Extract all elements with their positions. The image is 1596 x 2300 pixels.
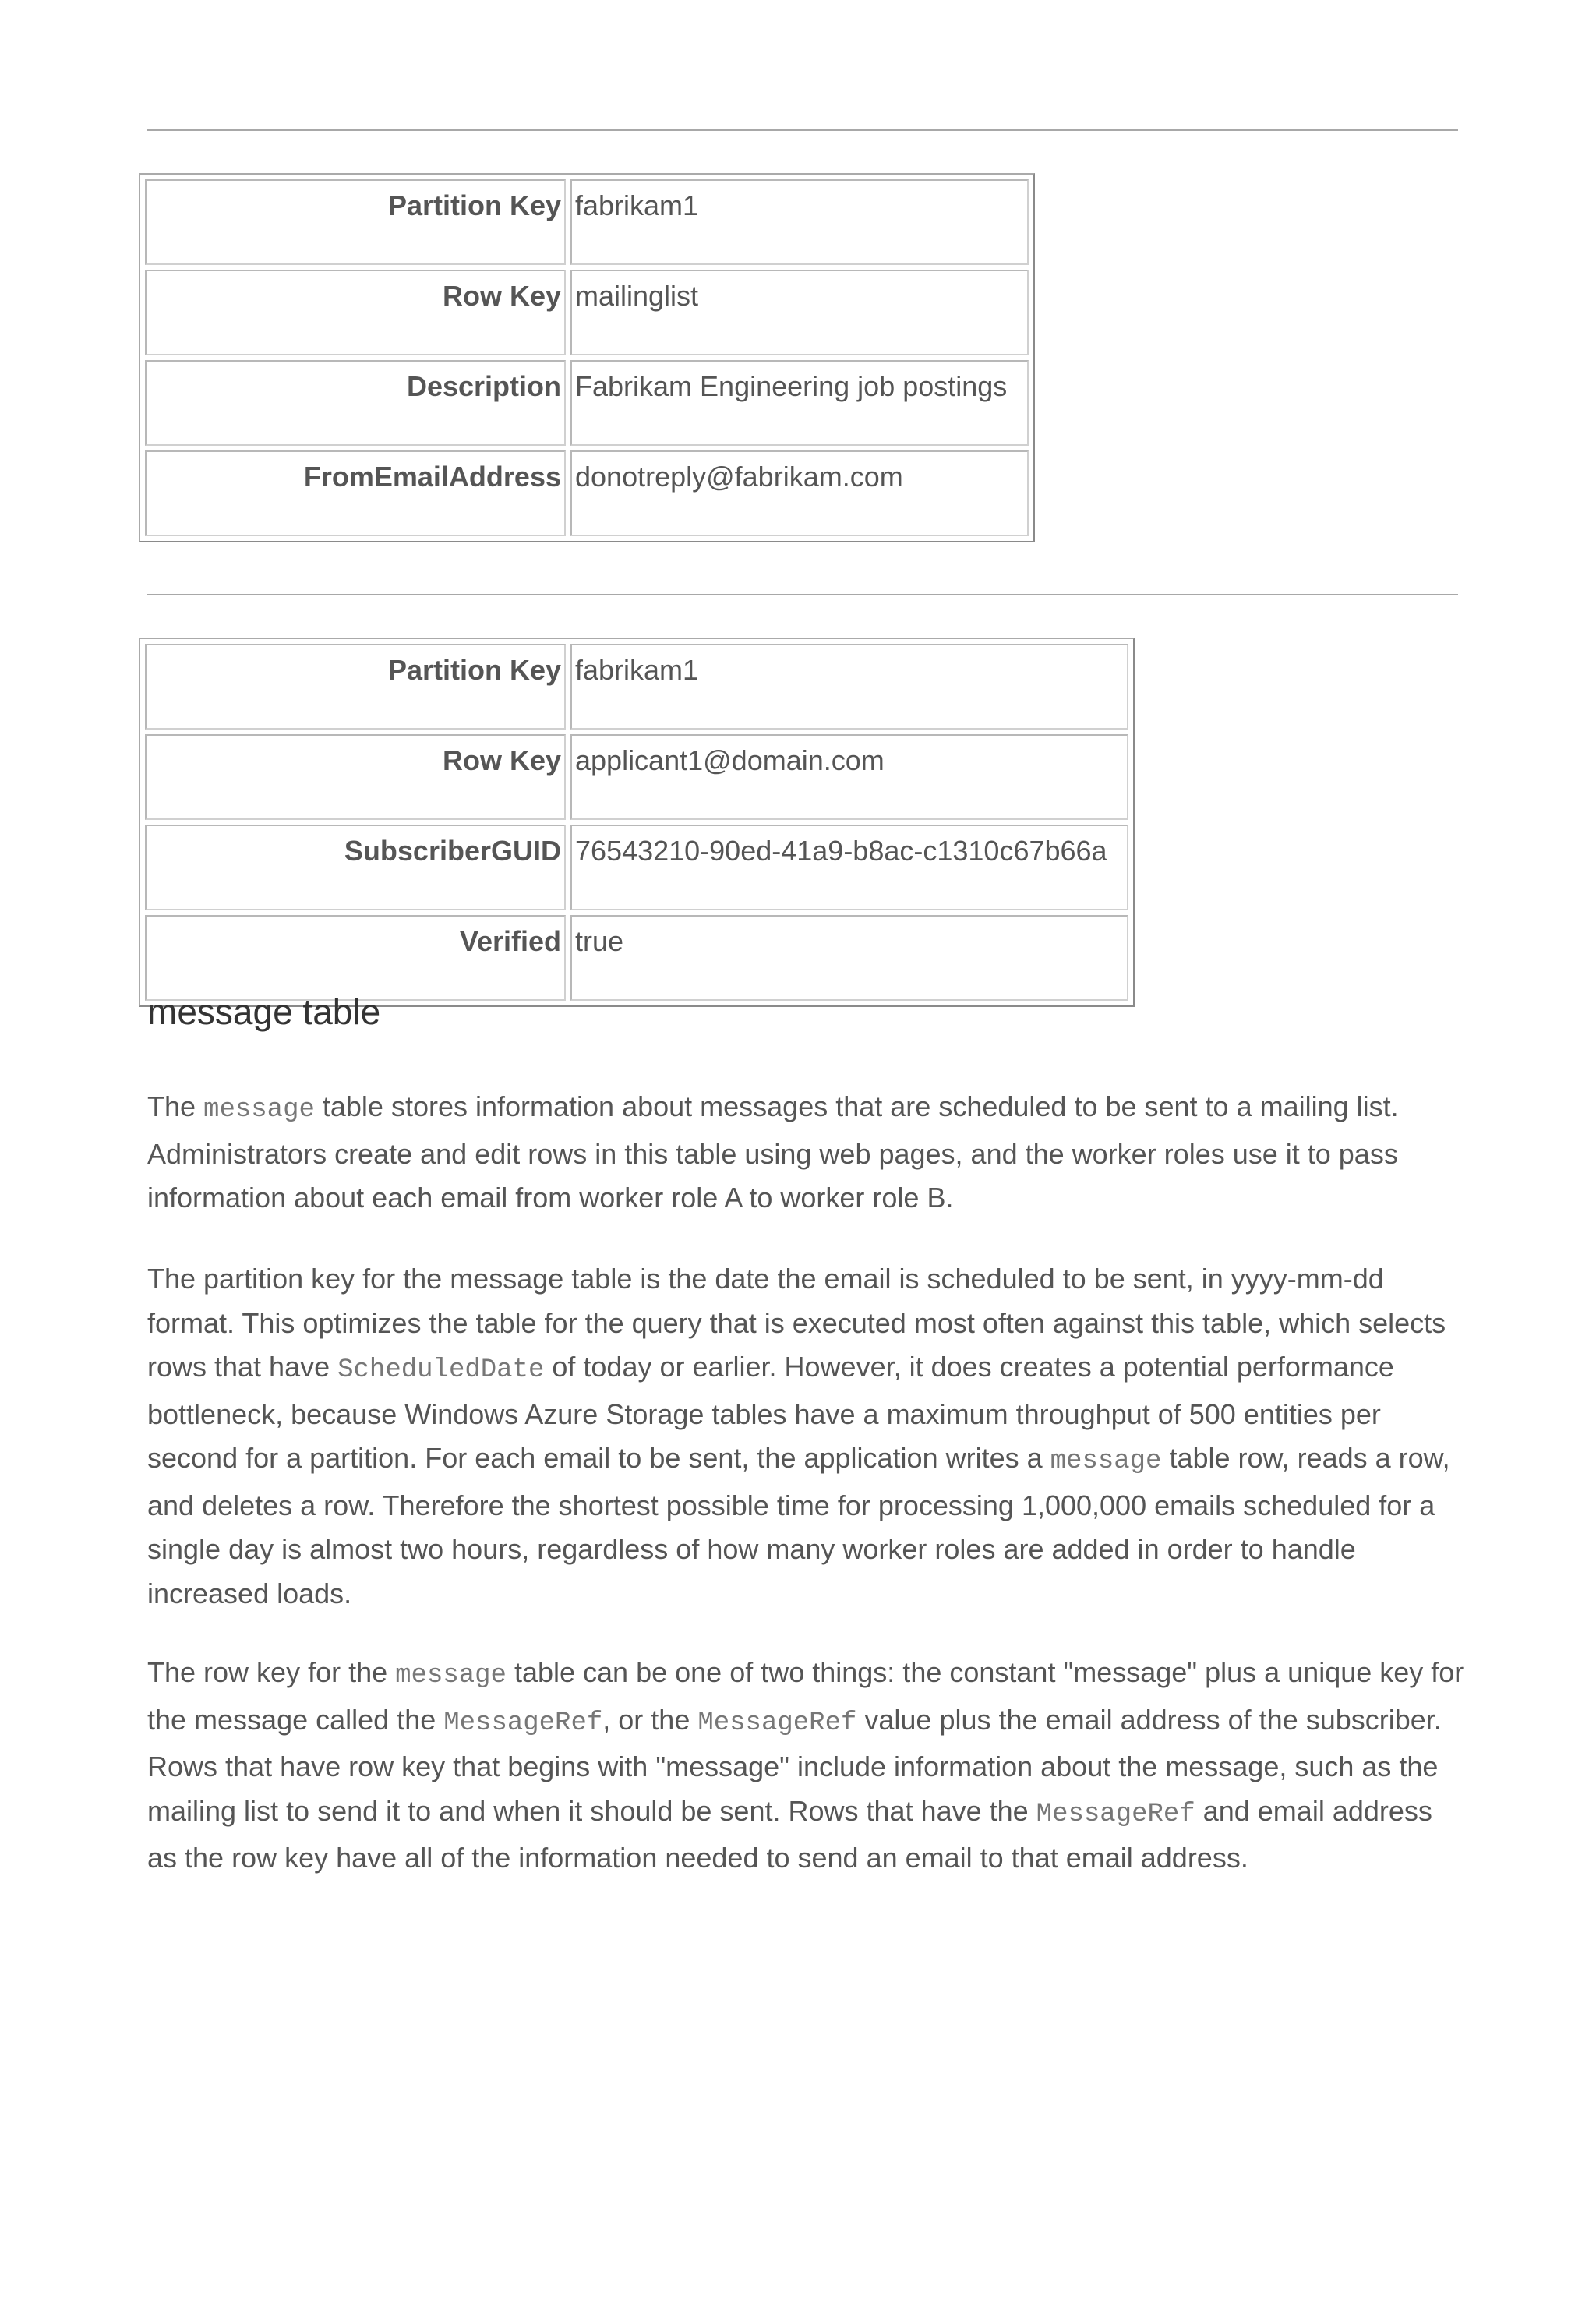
table-row (145, 450, 1029, 536)
table-value-cell: fabrikam1 (570, 179, 1029, 265)
table-key-cell: Description (145, 360, 566, 446)
section-heading: message table (147, 991, 381, 1032)
paragraph-row-key (147, 1651, 1464, 1881)
paragraph-text: of today or earlier. However, it does creates a potential performance bottleneck, because Windows Azure Storage tables have a maximum throughput of 500 entities per second for a partition. For each email to be sent, the application writes a (147, 1351, 1394, 1474)
table-value-cell: 76543210-90ed-41a9-b8ac-c1310c67b66a (570, 825, 1128, 910)
table-row (145, 825, 1128, 910)
table-key-cell: Partition Key (145, 644, 566, 730)
table-row (145, 644, 1128, 730)
inline-code: message (1050, 1447, 1162, 1476)
mailinglist-entity-table (139, 173, 1035, 542)
table-value-cell: applicant1@domain.com (570, 734, 1128, 820)
paragraph-text: The row key for the (147, 1656, 396, 1688)
subscriber-entity-table (139, 638, 1135, 1007)
inline-code: message (395, 1661, 507, 1691)
paragraph-text: table row, reads a row, and deletes a row. Therefore the shortest possible time for processing 1,000,000 emails scheduled for a single day is almost two hours, regardless of how many worker roles are added in order to handle increased loads. (147, 1442, 1450, 1609)
paragraph-message-table-intro (147, 1085, 1464, 1221)
table-key-cell: Row Key (145, 734, 566, 820)
horizontal-rule (147, 594, 1458, 595)
inline-code: MessageRef (697, 1708, 857, 1738)
table-key-cell: SubscriberGUID (145, 825, 566, 910)
table-value-cell: donotreply@fabrikam.com (570, 450, 1029, 536)
paragraph-text: table can be one of two things: the constant "message" plus a unique key for the message called the (147, 1656, 1464, 1736)
table-key-cell: FromEmailAddress (145, 450, 566, 536)
inline-code: MessageRef (443, 1708, 603, 1738)
inline-code: MessageRef (1036, 1799, 1195, 1829)
table-key-cell: Row Key (145, 270, 566, 355)
paragraph-text: The partition key for the message table is the date the email is scheduled to be sent, in yyyy-mm-dd format. This optimizes the table for the query that is executed most often against this table, which selects rows that have (147, 1263, 1446, 1383)
paragraph-text: and email address as the row key have all of the information needed to send an email to that email address. (147, 1794, 1432, 1874)
table-row (145, 360, 1029, 446)
table-value-cell: mailinglist (570, 270, 1029, 355)
table-value-cell: Fabrikam Engineering job postings (570, 360, 1029, 446)
table-value-cell: fabrikam1 (570, 644, 1128, 730)
table-row (145, 270, 1029, 355)
paragraph-text: The (147, 1090, 204, 1122)
paragraph-text: , or the (602, 1703, 698, 1736)
inline-code: message (203, 1095, 315, 1125)
table-row (145, 915, 1128, 1001)
table-row (145, 734, 1128, 820)
table-row (145, 179, 1029, 265)
table-key-cell: Verified (145, 915, 566, 1001)
paragraph-partition-key (147, 1257, 1464, 1616)
table-key-cell: Partition Key (145, 179, 566, 265)
table-value-cell: true (570, 915, 1128, 1001)
inline-code: ScheduledDate (337, 1355, 545, 1385)
horizontal-rule (147, 129, 1458, 131)
paragraph-text: table stores information about messages that are scheduled to be sent to a mailing list. Administrators create and edit rows in this table using web pages, and the worker roles use it to pass information about each email from worker role A to worker role B. (147, 1090, 1399, 1214)
paragraph-text: value plus the email address of the subscriber. Rows that have row key that begins with "message" include information about the message, such as the mailing list to send it to and when it should be sent. Rows that have the (147, 1703, 1442, 1827)
